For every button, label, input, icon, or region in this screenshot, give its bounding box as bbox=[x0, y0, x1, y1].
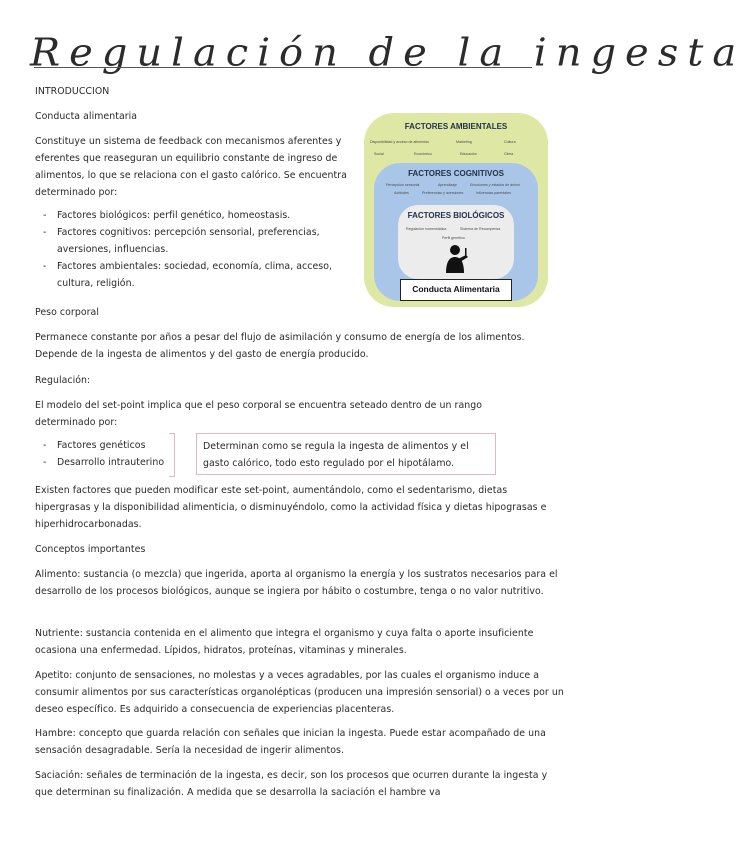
list-item: - Desarrollo intrauterino bbox=[35, 454, 164, 471]
biologicos-label: FACTORES BIOLÓGICOS bbox=[407, 211, 505, 220]
bio-item: Sistema de Recompensa bbox=[460, 227, 501, 231]
bracket bbox=[169, 433, 175, 477]
alimento-definition: Alimento: sustancia (o mezcla) que ingerida, aporta al organismo la energía y los sustratos necesarios para el desarrollo de los procesos biológicos, aunque se ingiera por hábito o costumbre, tenga o no valor nutritivo. bbox=[35, 569, 558, 597]
cog-item: Actitudes bbox=[394, 191, 409, 195]
list-item: - Factores genéticos bbox=[35, 437, 164, 454]
page-title: Regulación de la ingesta bbox=[30, 31, 745, 75]
cog-item: Aprendizaje bbox=[438, 183, 457, 187]
conducta-factors-list bbox=[35, 207, 353, 292]
nutriente-definition: Nutriente: sustancia contenida en el alimento que integra el organismo y cuya falta o aporte insuficiente ocasiona una enfermedad. Lípidos, hidratos, proteínas, vitaminas y minerales. bbox=[35, 628, 534, 656]
regulacion-note: Determinan como se regula la ingesta de alimentos y el gasto calórico, todo esto regulado por el hipotálamo. bbox=[203, 441, 469, 469]
cog-item: Influencias parentales bbox=[476, 191, 511, 195]
saciacion-definition: Saciación: señales de terminación de la ingesta, es decir, son los procesos que ocurren durante la ingesta y que determinan su finalización. A medida que se desarrolla la saciación el hambre va bbox=[35, 770, 548, 798]
biologicos-layer bbox=[398, 205, 514, 279]
cog-item: Emociones y estados de ánimo bbox=[470, 183, 520, 187]
conducta-paragraph: Constituye un sistema de feedback con mecanismos aferentes y eferentes que reaseguran un equilibrio constante de ingreso de alimentos, lo que se relaciona con el gasto calórico. Se encuentra determinado por: bbox=[35, 136, 347, 198]
setpoint-paragraph: Existen factores que pueden modificar este set-point, aumentándolo, como el sedentarismo, dietas hipergrasas y la disponibilidad alimenticia, o disminuyéndolo, como la actividad física y dietas hipograsas e hiperhidrocarbonadas. bbox=[35, 485, 547, 530]
amb-item: Cultura bbox=[504, 140, 516, 144]
peso-paragraph: Permanece constante por años a pesar del flujo de asimilación y consumo de energía de los alimentos. Depende de la ingesta de alimentos y del gasto de energía producido. bbox=[35, 332, 525, 360]
amb-item: Social bbox=[374, 152, 384, 156]
amb-item: Disponibilidad y acceso de alimentos bbox=[370, 140, 429, 144]
cog-item: Preferencias y aversiones bbox=[422, 191, 464, 195]
hambre-definition: Hambre: concepto que guarda relación con señales que inician la ingesta. Puede estar acompañado de una sensación desagradable. Sería la necesidad de ingerir alimentos. bbox=[35, 728, 546, 756]
conducta-heading: Conducta alimentaria bbox=[35, 111, 138, 122]
bio-item: Perfil genético bbox=[442, 236, 465, 240]
bio-item: Regulación homeostática bbox=[406, 227, 447, 231]
amb-item: Clima bbox=[504, 152, 514, 156]
title-underline bbox=[34, 67, 532, 68]
amb-item: Educación bbox=[460, 152, 477, 156]
amb-item: Marketing bbox=[456, 140, 472, 144]
cog-item: Percepción sensorial bbox=[386, 183, 420, 187]
regulacion-heading: Regulación: bbox=[35, 375, 91, 386]
apetito-definition: Apetito: conjunto de sensaciones, no molestas y a veces agradables, por las cuales el organismo induce a consumir alimentos por sus características organolépticas (producen una impresión sensorial) o a veces por un deseo específico. Es adquirido a consecuencia de experiencias placenteras. bbox=[35, 670, 564, 715]
factors-diagram bbox=[364, 113, 548, 307]
person-eating-icon bbox=[444, 243, 470, 273]
conducta-box: Conducta Alimentaria bbox=[400, 279, 512, 301]
amb-item: Económico bbox=[414, 152, 432, 156]
peso-heading: Peso corporal bbox=[35, 307, 99, 318]
regulacion-paragraph: El modelo del set-point implica que el peso corporal se encuentra seteado dentro de un rango determinado por: bbox=[35, 400, 483, 428]
list-item: - Factores cognitivos: percepción sensorial, preferencias, aversiones, influencias. bbox=[35, 224, 353, 258]
list-item: - Factores ambientales: sociedad, economía, clima, acceso, cultura, religión. bbox=[35, 258, 353, 292]
intro-heading: INTRODUCCION bbox=[35, 86, 110, 97]
list-item: - Factores biológicos: perfil genético, homeostasis. bbox=[35, 207, 353, 224]
cognitivos-label: FACTORES COGNITIVOS bbox=[408, 169, 504, 178]
regulacion-note-box bbox=[196, 433, 496, 475]
regulacion-list bbox=[35, 437, 164, 471]
conceptos-heading: Conceptos importantes bbox=[35, 544, 146, 555]
ambientales-label: FACTORES AMBIENTALES bbox=[404, 122, 508, 131]
